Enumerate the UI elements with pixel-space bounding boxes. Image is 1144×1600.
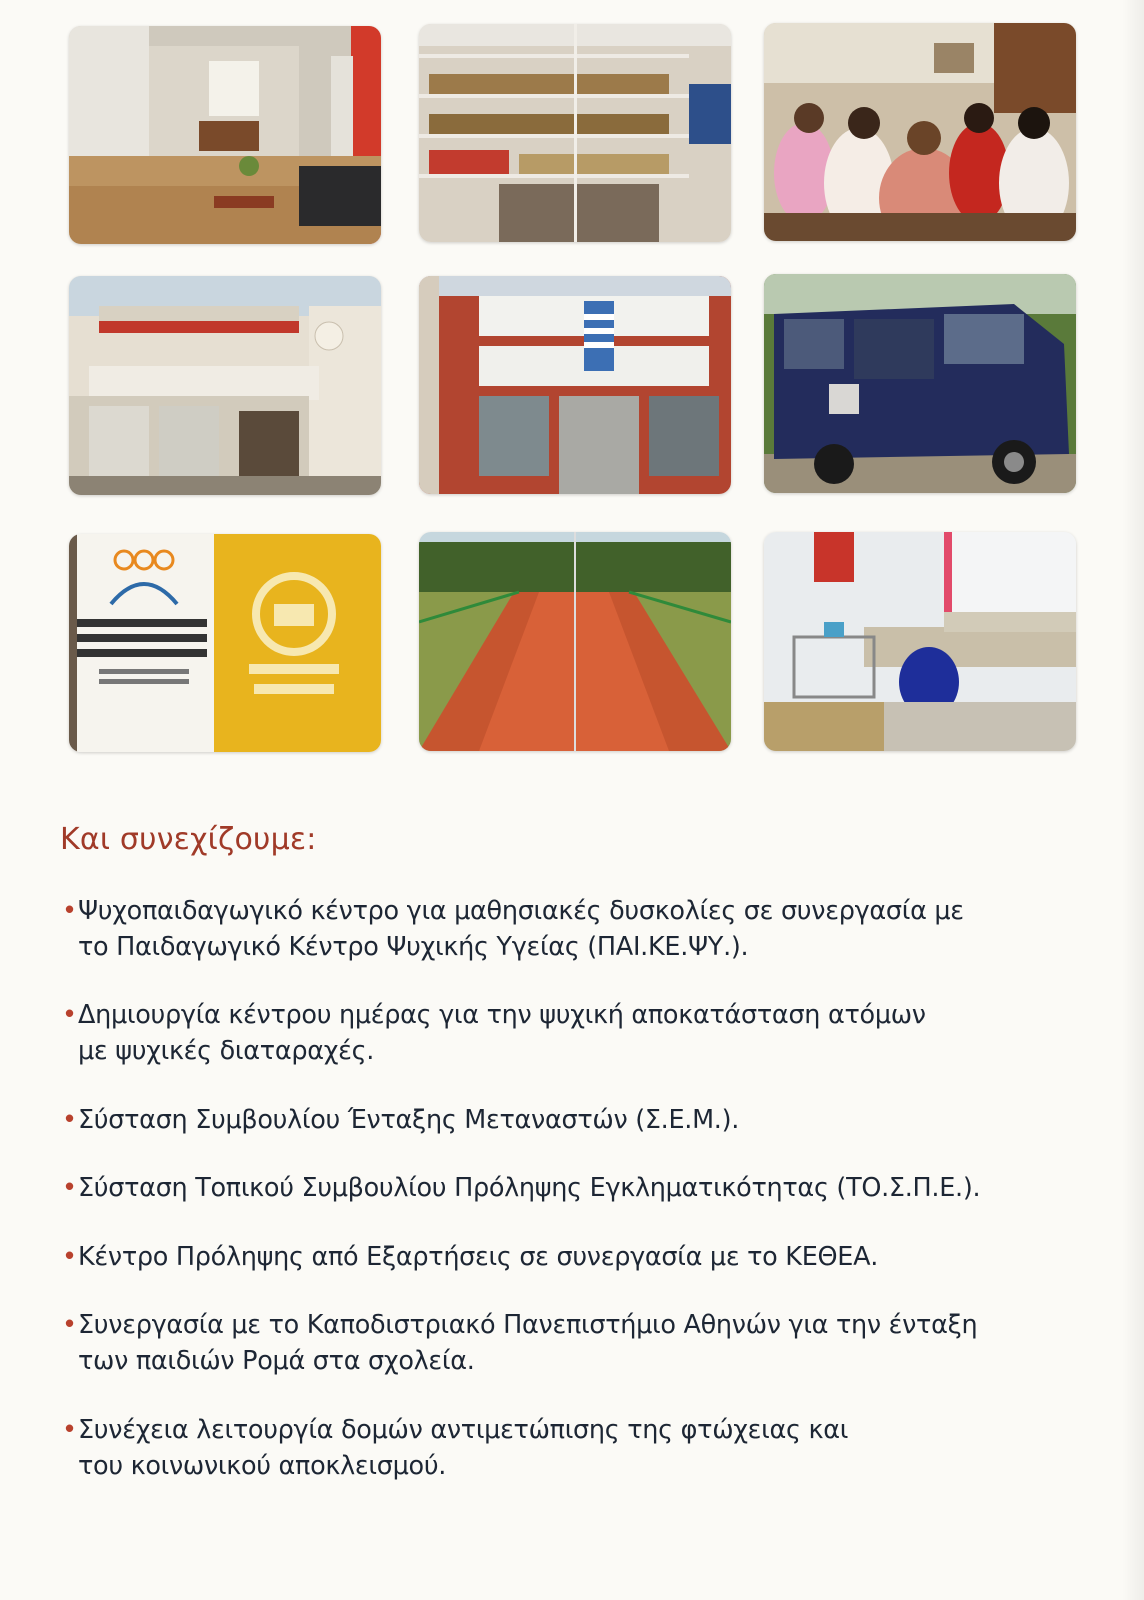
list-item-line: με ψυχικές διαταραχές.	[78, 1036, 375, 1066]
list-item	[62, 1170, 1062, 1206]
community-garden-photo	[419, 532, 731, 751]
municipal-clinic-building-photo	[419, 276, 731, 494]
section-heading: Και συνεχίζουμε:	[60, 822, 317, 857]
kapi-building-photo	[69, 276, 381, 495]
list-item	[62, 1102, 1062, 1138]
list-item	[62, 1239, 1062, 1275]
bullet-dot-icon: •	[62, 1310, 77, 1340]
social-grocery-sign-photo	[69, 534, 381, 752]
list-item-line: Σύσταση Τοπικού Συμβουλίου Πρόληψης Εγκληματικότητας (ΤΟ.Σ.Π.Ε.).	[78, 1173, 981, 1203]
bullet-dot-icon: •	[62, 1415, 77, 1445]
list-item-line: Ψυχοπαιδαγωγικό κέντρο για μαθησιακές δυσκολίες σε συνεργασία με	[78, 896, 964, 926]
list-item-line: Κέντρο Πρόληψης από Εξαρτήσεις σε συνεργασία με το ΚΕΘΕΑ.	[78, 1242, 879, 1272]
list-item	[62, 1307, 1062, 1379]
page-edge-shadow	[1122, 0, 1144, 1600]
initiatives-list	[62, 893, 1062, 1484]
bullet-dot-icon: •	[62, 1173, 77, 1203]
bullet-dot-icon: •	[62, 1105, 77, 1135]
bullet-dot-icon: •	[62, 1000, 77, 1030]
bullet-dot-icon: •	[62, 896, 77, 926]
list-item-line: Συνεργασία με το Καποδιστριακό Πανεπιστήμιο Αθηνών για την ένταξη	[78, 1310, 978, 1340]
group-meeting-photo	[764, 23, 1076, 241]
pantry-shelves-photo	[419, 24, 731, 242]
list-item-line: των παιδιών Ρομά στα σχολεία.	[78, 1346, 475, 1376]
list-item-line: Σύσταση Συμβουλίου Ένταξης Μεταναστών (Σ.Ε.Μ.).	[78, 1105, 740, 1135]
municipal-van-photo	[764, 274, 1076, 493]
list-item	[62, 893, 1062, 965]
list-item-line: Συνέχεια λειτουργία δομών αντιμετώπισης της φτώχειας και	[78, 1415, 849, 1445]
list-item-line: Δημιουργία κέντρου ημέρας για την ψυχική αποκατάσταση ατόμων	[78, 1000, 926, 1030]
office-interior-photo	[69, 26, 381, 244]
list-item-line: του κοινωνικού αποκλεισμού.	[78, 1451, 447, 1481]
medical-room-photo	[764, 532, 1076, 751]
bullet-dot-icon: •	[62, 1242, 77, 1272]
list-item-line: το Παιδαγωγικό Κέντρο Ψυχικής Υγείας (ΠΑΙ.ΚΕ.ΨΥ.).	[78, 932, 749, 962]
list-item	[62, 1412, 1062, 1484]
list-item	[62, 997, 1062, 1069]
